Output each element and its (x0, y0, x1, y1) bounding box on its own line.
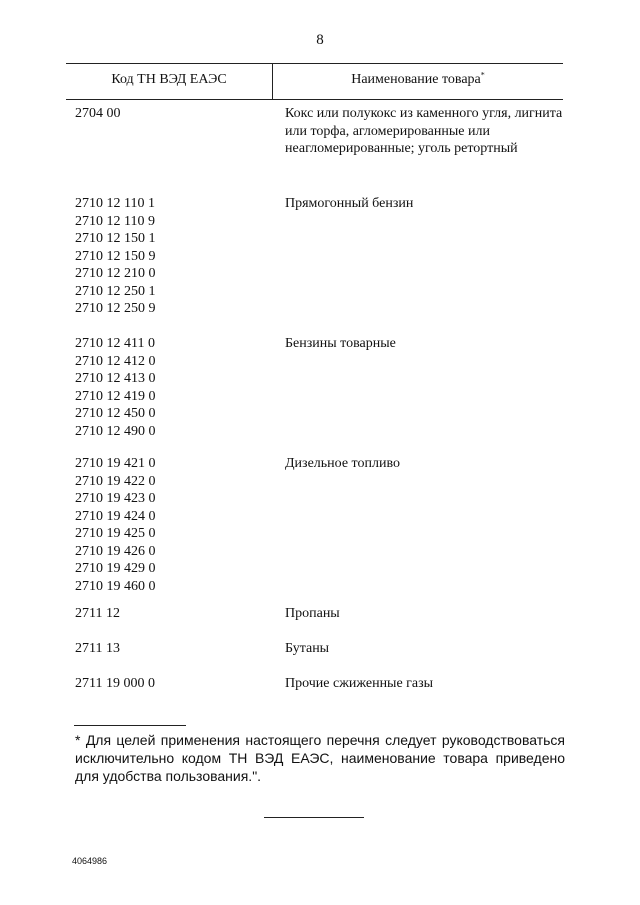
tn-ved-code: 2710 19 421 0 (75, 456, 156, 471)
code-cell (75, 675, 265, 693)
column-header-name-label: Наименование товара (351, 72, 481, 87)
code-cell (75, 640, 265, 658)
document-id: 4064986 (72, 856, 108, 866)
product-name-cell: Пропаны (285, 606, 340, 621)
tn-ved-code: 2710 19 429 0 (75, 561, 156, 576)
tn-ved-code: 2710 12 450 0 (75, 406, 156, 421)
column-header-code: Код ТН ВЭД ЕАЭС (111, 72, 227, 87)
product-name-cell: Прочие сжиженные газы (285, 676, 434, 691)
product-name-cell: Дизельное топливо (285, 456, 400, 471)
tn-ved-code: 2710 12 411 0 (75, 336, 155, 351)
code-cell (75, 455, 265, 595)
tn-ved-code: 2710 12 490 0 (75, 423, 156, 439)
table-row (0, 675, 640, 705)
tn-ved-code: 2710 12 419 0 (75, 388, 156, 404)
code-cell (75, 195, 265, 318)
tn-ved-code: 2710 12 250 9 (75, 301, 156, 316)
product-name-cell: Прямогонный бензин (285, 196, 414, 211)
column-header-name (273, 72, 563, 88)
tn-ved-code: 2710 12 150 9 (75, 248, 156, 264)
tn-ved-code: 2704 00 (75, 106, 121, 121)
footnote-marker: * (480, 70, 485, 80)
footnote-separator (74, 725, 186, 726)
table-row (0, 605, 640, 640)
end-of-document-rule (264, 817, 364, 818)
tn-ved-code: 2711 12 (75, 606, 120, 621)
tn-ved-code: 2710 19 425 0 (75, 526, 156, 541)
table-row (0, 335, 640, 455)
tn-ved-code: 2711 19 000 0 (75, 676, 155, 691)
footnote-text: * Для целей применения настоящего перечня следует руководствоваться исключительно кодом ТН ВЭД ЕАЭС, наименование товара приведено для удобства пользования.". (75, 732, 565, 784)
tn-ved-code: 2711 13 (75, 641, 120, 656)
page-number: 8 (316, 32, 324, 48)
tn-ved-code: 2710 12 412 0 (75, 353, 156, 369)
tn-ved-code: 2710 19 423 0 (75, 491, 156, 506)
table-row (0, 105, 640, 195)
table-header-bottom-rule (66, 99, 563, 100)
product-name-cell: Бутаны (285, 641, 330, 656)
product-name-cell: Кокс или полукокс из каменного угля, лигнита или торфа, агломерированные или неагломерированные; уголь ретортный (285, 106, 563, 156)
table-header-top-rule (66, 63, 563, 64)
code-cell (75, 105, 265, 123)
tn-ved-code: 2710 19 424 0 (75, 508, 156, 524)
code-cell (75, 335, 265, 440)
code-cell (75, 605, 265, 623)
tn-ved-code: 2710 19 422 0 (75, 473, 156, 489)
table-row (0, 640, 640, 675)
tn-ved-code: 2710 12 413 0 (75, 371, 156, 386)
tn-ved-code: 2710 12 250 1 (75, 283, 156, 299)
tn-ved-code: 2710 12 110 1 (75, 196, 155, 211)
tn-ved-code: 2710 19 460 0 (75, 578, 156, 594)
tn-ved-code: 2710 12 110 9 (75, 213, 155, 229)
table-row (0, 195, 640, 335)
tn-ved-code: 2710 19 426 0 (75, 543, 156, 559)
tn-ved-code: 2710 12 210 0 (75, 266, 156, 281)
tn-ved-code: 2710 12 150 1 (75, 231, 156, 246)
product-name-cell: Бензины товарные (285, 336, 396, 351)
table-row (0, 455, 640, 605)
